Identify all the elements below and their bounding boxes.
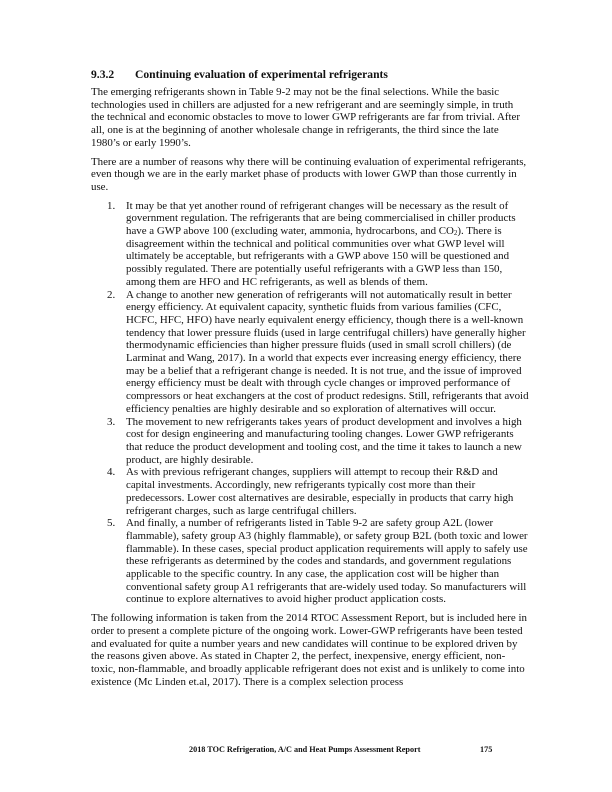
section-number: 9.3.2 — [91, 68, 115, 81]
list-item-number: 5. — [107, 517, 116, 530]
list-item-number: 4. — [107, 466, 116, 479]
section-heading — [91, 68, 529, 82]
intro-paragraph: The emerging refrigerants shown in Table 9-2 may not be the final selections. While the basic technologies used in chillers are adjusted for a new refrigerant and are seemingly simple, in truth the technical and economic obstacles to move to lower GWP refrigerants are far from trivial. After all, one is at the beginning of another wholesale change in refrigerants, the third since the late 1980’s or early 1990’s. — [91, 86, 521, 149]
rtoc-paragraph: The following information is taken from the 2014 RTOC Assessment Report, but is included here in order to present a complete picture of the ongoing work. Lower-GWP refrigerants have been tested and evaluated for quite a number years and new candidates will continue to be explored driven by the reasons given above. As stated in Chapter 2, the perfect, inexpensive, energy efficient, non-toxic, non-flammable, and broadly applicable refrigerant does not exist and is unlikely to come into existence (Mc Linden et.al, 2017). There is a complex selection process — [91, 612, 527, 688]
list-item-text: It may be that yet another round of refrigerant changes will be necessary as the result of government regulation. The refrigerants that are being commercialised in chiller products have a GWP above 100 (excluding water, ammonia, hydrocarbons, and CO — [126, 199, 516, 238]
footer-title: 2018 TOC Refrigeration, A/C and Heat Pumps Assessment Report — [189, 745, 421, 754]
list-item-number: 1. — [107, 199, 116, 212]
subscript: 2 — [453, 229, 458, 238]
list-item — [91, 466, 529, 517]
list-item-text: The movement to new refrigerants takes years of product development and involves a high cost for design engineering and manufacturing tooling changes. Lower GWP refrigerants that reduce the product development and tooling cost, and the time it takes to launch a new product, are highly desirable. — [126, 415, 522, 466]
reasons-intro-paragraph: There are a number of reasons why there will be continuing evaluation of experimental refrigerants, even though we are in the early market phase of products with lower GWP than those currently in use. — [91, 155, 527, 193]
list-item-text: As with previous refrigerant changes, suppliers will attempt to recoup their R&D and capital investments. Accordingly, new refrigerants typically cost more than their predecessors. Lower cost alternatives are desirable, especially in products that carry high refrigerant charges, such as large centrifugal chillers. — [126, 466, 514, 517]
list-item — [91, 200, 529, 289]
list-item — [91, 517, 529, 606]
page-number: 175 — [480, 745, 493, 754]
list-item-number: 3. — [107, 415, 116, 428]
reasons-list — [91, 200, 529, 607]
list-item — [91, 416, 529, 467]
list-item-text-cont: ). There is disagreement within the technical and political communities over what GWP level will ultimately be acceptable, but refrigerants with a GWP above 150 will be questioned and possibly regulated. There are potentially useful refrigerants with a GWP less than 150, among them are HFO and HC refrigerants, as well as blends of them. — [126, 225, 510, 288]
list-item — [91, 289, 529, 416]
list-item-text: And finally, a number of refrigerants listed in Table 9-2 are safety group A2L (lower flammable), safety group A3 (highly flammable), or safety group B2L (both toxic and lower flammable). In these cases, special product application requirements will apply to safely use these refrigerants as determined by the codes and standards, and government regulations applicable to the specific country. In any case, the application cost will be higher than conventional safety group A1 refrigerants that are-widely used today. So manufacturers will continue to explore alternatives to avoid higher product application costs. — [126, 517, 528, 606]
list-item-text: A change to another new generation of refrigerants will not automatically result in better energy efficiency. At equivalent capacity, synthetic fluids from various families (CFC, HCFC, HFC, HFO) have nearly equivalent energy efficiency, though there is a well-known tendency that lower pressure fluids (used in large centrifugal chillers) have generally higher thermodynamic efficiencies than higher pressure fluids (used in small scroll chillers) (de Larminat and Wang, 2017). In a world that expects ever increasing energy efficiency, there may be a belief that a refrigerant change is needed. It is not true, and the issue of improved energy efficiency must be dealt with through cycle changes or improved performance of compressors or heat exchangers at the cost of product redesigns. Still, refrigerants that avoid efficiency penalties are highly desirable and so exploration of alternatives will occur. — [126, 288, 529, 415]
list-item-number: 2. — [107, 288, 116, 301]
section-title: Continuing evaluation of experimental refrigerants — [135, 68, 388, 81]
page-body — [91, 68, 529, 694]
